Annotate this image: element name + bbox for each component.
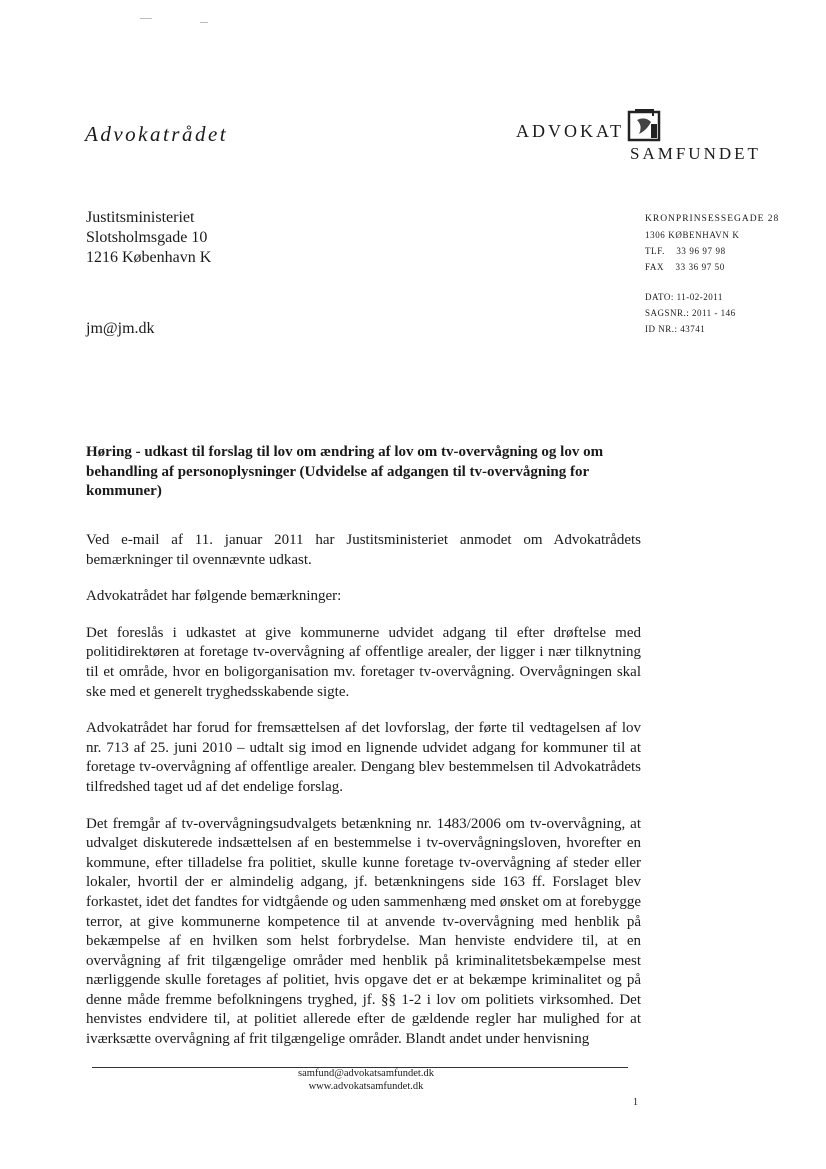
body-paragraph: Det foreslås i udkastet at give kommunerne udvidet adgang til efter drøftelse med politidirektøren at foretage tv-overvågning af offentlige arealer, der ligger i nær tilknytning til et område, hvor en boligorganisation mv. foretager tv-overvågning. Overvågningen skal ske med et generelt tryghedsskabende sigte. [86,624,641,700]
advokat-wordmark: ADVOKAT [516,121,624,141]
recipient-city: 1216 København K [86,249,212,266]
footer-email[interactable]: samfund@advokatsamfundet.dk [298,1068,434,1079]
body-paragraph: Det fremgår af tv-overvågningsudvalgets betænkning nr. 1483/2006 om tv-overvågning, at udvalget diskuterede indsættelsen af en bestemmelse i tv-overvågningsloven, hvorefter en kommune, efter tilladelse fra politiet, skulle kunne foretage tv-overvågning af steder eller lokaler, hvortil der er almindelig adgang, jf. betænkningens side 163 ff. Forslaget blev forkastet, idet det fandtes for vidtgående og uden sammenhæng med ønsket om at forebygge terror, at give kommunerne kompetence til at anvende tv-overvågning med henblik på bekæmpelse af en hvilken som helst forbrydelse. Man henviste endvidere til, at en overvågning af frit tilgængelige områder med henblik på kriminalitetsbekæmpelse mest nærliggende skulle foretages af politiet, hvis opgave det er at bekæmpe kriminalitet og på denne måde fremme befolkningens tryghed, jf. §§ 1-2 i lov om politiets virksomhed. Det henvistes endvidere til, at politiet allerede efter de gældende regler har mulighed for at iværksætte overvågning af frit tilgængelige områder. Blandt andet under henvisning [86,815,641,1048]
body-paragraph: Advokatrådet har følgende bemærkninger: [86,588,342,605]
letter-subject: Høring - udkast til forslag til lov om ændring af lov om tv-overvågning og lov om behandling af personoplysninger (Udvidelse af adgangen til tv-overvågning for kommuner) [86,444,604,499]
footer [92,1067,640,1093]
letter-meta [645,289,736,337]
sender-address [645,211,779,275]
id-number: ID NR.: 43741 [645,324,706,334]
advokatraadet-wordmark: Advokatrådet [85,122,229,146]
body-paragraph: Ved e-mail af 11. januar 2011 har Justitsministeriet anmodet om Advokatrådets bemærkninger til ovennævnte udkast. [86,532,641,568]
sender-phone: TLF. 33 96 97 98 [645,246,726,256]
samfundet-wordmark: SAMFUNDET [630,144,761,163]
sender-city: 1306 KØBENHAVN K [645,230,740,240]
letter-date: DATO: 11-02-2011 [645,292,723,302]
recipient-address [86,208,211,268]
advokatsamfundet-logo-icon [625,104,665,144]
sender-fax: FAX 33 36 97 50 [645,262,725,272]
recipient-street: Slotsholmsgade 10 [86,229,208,246]
recipient-email: jm@jm.dk [86,320,155,337]
sender-street: KRONPRINSESSEGADE 28 [645,214,780,224]
scan-smudge [200,22,208,23]
scan-smudge [140,18,152,19]
recipient-name: Justitsministeriet [86,209,195,226]
body-paragraph: Advokatrådet har forud for fremsættelsen af det lovforslag, der førte til vedtagelsen af lov nr. 713 af 25. juni 2010 – udtalt sig imod en lignende udvidet adgang for kommuner til at foretage tv-overvågning af offentlige arealer. Dengang blev bestemmelsen til Advokatrådets tilfredshed taget ud af det endelige forslag. [86,720,641,795]
case-number: SAGSNR.: 2011 - 146 [645,308,736,318]
footer-website[interactable]: www.advokatsamfundet.dk [308,1081,424,1092]
page-number: 1 [633,1097,638,1108]
letter-body [86,531,641,1067]
